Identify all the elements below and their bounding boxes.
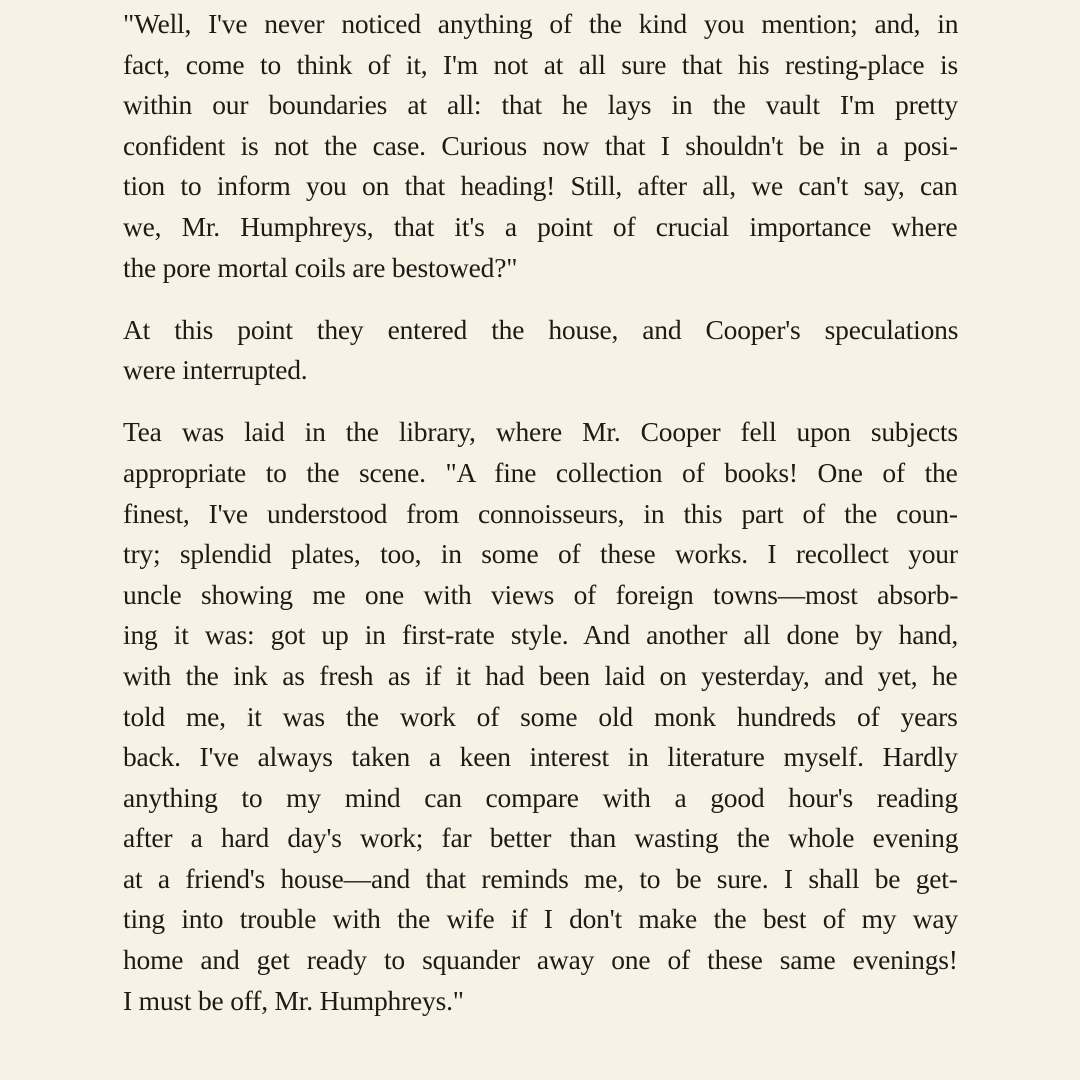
text-line: tion to inform you on that heading! Still, after all, we can't say, can (123, 170, 958, 202)
text-line: after a hard day's work; far better than wasting the whole evening (123, 822, 959, 854)
text-line: anything to my mind can compare with a good hour's reading (123, 781, 958, 813)
text-line: ting into trouble with the wife if I don't make the best of my way (123, 903, 958, 935)
text-line: ing it was: got up in first-rate style. And another all done by hand, (123, 619, 958, 651)
text-line: at a friend's house—and that reminds me, to be sure. I shall be get- (123, 862, 958, 894)
text-line: uncle showing me one with views of foreign towns—most absorb- (123, 578, 959, 610)
paragraph-2 (123, 310, 958, 391)
paragraph-1 (123, 4, 958, 288)
text-line: I must be off, Mr. Humphreys." (123, 984, 464, 1016)
text-line: fact, come to think of it, I'm not at all sure that his resting-place is (123, 48, 958, 80)
text-line: told me, it was the work of some old monk hundreds of years (123, 700, 958, 732)
text-line: appropriate to the scene. "A fine collection of books! One of the (123, 456, 958, 488)
text-line: home and get ready to squander away one of these same evenings! (123, 944, 958, 976)
text-line: "Well, I've never noticed anything of the kind you mention; and, in (123, 8, 959, 39)
text-line: within our boundaries at all: that he lays in the vault I'm pretty (123, 89, 958, 121)
text-line: Tea was laid in the library, where Mr. Cooper fell upon subjects (123, 416, 958, 448)
text-line: were interrupted. (123, 354, 308, 386)
text-line: back. I've always taken a keen interest in literature myself. Hardly (123, 741, 958, 773)
text-line: with the ink as fresh as if it had been laid on yesterday, and yet, he (123, 659, 958, 691)
paragraph-3 (123, 412, 958, 1021)
text-line: At this point they entered the house, and Cooper's speculations (123, 313, 959, 345)
text-line: the pore mortal coils are bestowed?" (123, 251, 518, 283)
text-line: we, Mr. Humphreys, that it's a point of crucial importance where (123, 210, 958, 242)
text-line: confident is not the case. Curious now that I shouldn't be in a posi- (123, 129, 958, 161)
text-line: try; splendid plates, too, in some of these works. I recollect your (123, 538, 958, 570)
reading-page (123, 0, 958, 1021)
text-line: finest, I've understood from connoisseurs, in this part of the coun- (123, 497, 958, 529)
